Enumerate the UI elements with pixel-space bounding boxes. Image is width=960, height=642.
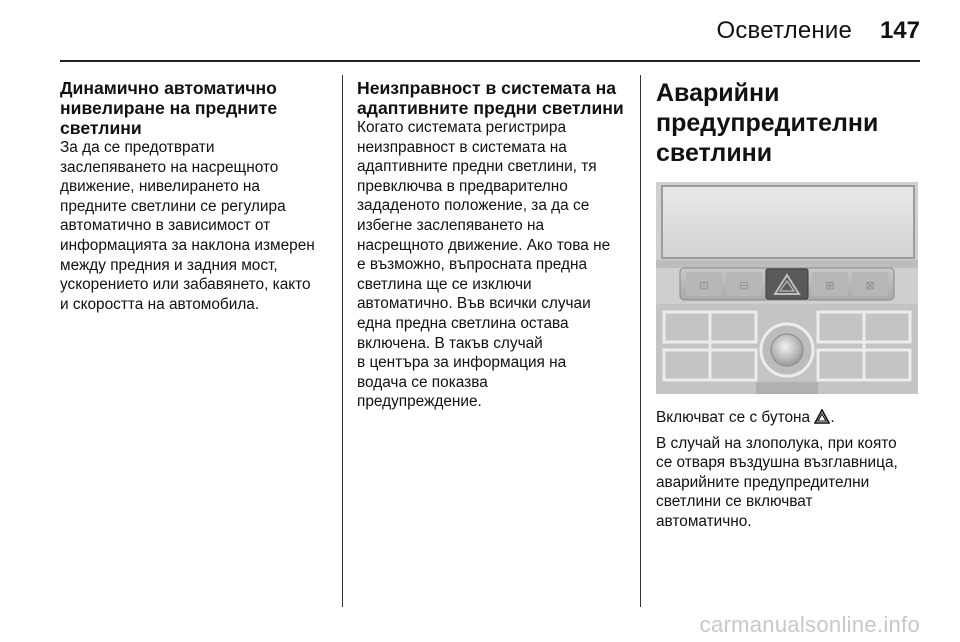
- dynamic-levelling-heading: Динамично автоматично нивелиране на предните светлини: [60, 78, 278, 138]
- afl-fault-text: Когато системата регистрира неизправност в системата на адаптивните предни светлини, тя превключва в предварително зададеното положение, за да се избегне заслепяването на насрещното движение. Ако това не е възможно, въпросната предна светлина ще се изключи автоматично. Във всички случаи една предна светлина остава включена. В такъв случай в центъра за информация на водача се показва предупреждение.: [357, 119, 611, 411]
- svg-text:⊞: ⊞: [825, 279, 835, 292]
- column-1: [60, 78, 338, 314]
- column-divider-right: [640, 75, 641, 607]
- svg-text:⊠: ⊠: [865, 279, 875, 292]
- column-divider-left: [342, 75, 343, 607]
- hazard-switch-text: Включват се с бутона .: [656, 409, 835, 426]
- svg-text:⊡: ⊡: [699, 279, 709, 292]
- svg-text:⊟: ⊟: [739, 279, 749, 292]
- dashboard-illustration: [656, 182, 918, 394]
- column-2: [357, 78, 633, 412]
- header-rule: [60, 60, 920, 62]
- hazard-lights-heading: Аварийни предупредителни светлини: [656, 79, 879, 167]
- page-number: 147: [879, 17, 920, 44]
- hazard-triangle-icon: [814, 409, 830, 424]
- hazard-button-photo: [656, 182, 918, 394]
- afl-fault-heading: Неизправност в системата на адаптивните предни светлини: [357, 78, 624, 118]
- column-3: [656, 78, 926, 532]
- hazard-auto-text: В случай на злополука, при която се отваря въздушна възглавница, аварийните предупредителни светлини се включват автоматично.: [656, 434, 898, 530]
- header-section-title: Осветление: [716, 17, 852, 44]
- hazard-button: [766, 269, 808, 299]
- dynamic-levelling-text: За да се предотврати заслепяването на насрещното движение, нивелирането на предните светлини се регулира автоматично в зависимост от информацията за наклона измерен между предния и задния мост, ускорението или забавянето, както и скоростта на автомобила.: [60, 139, 315, 313]
- watermark: carmanualsonline.info: [699, 612, 920, 637]
